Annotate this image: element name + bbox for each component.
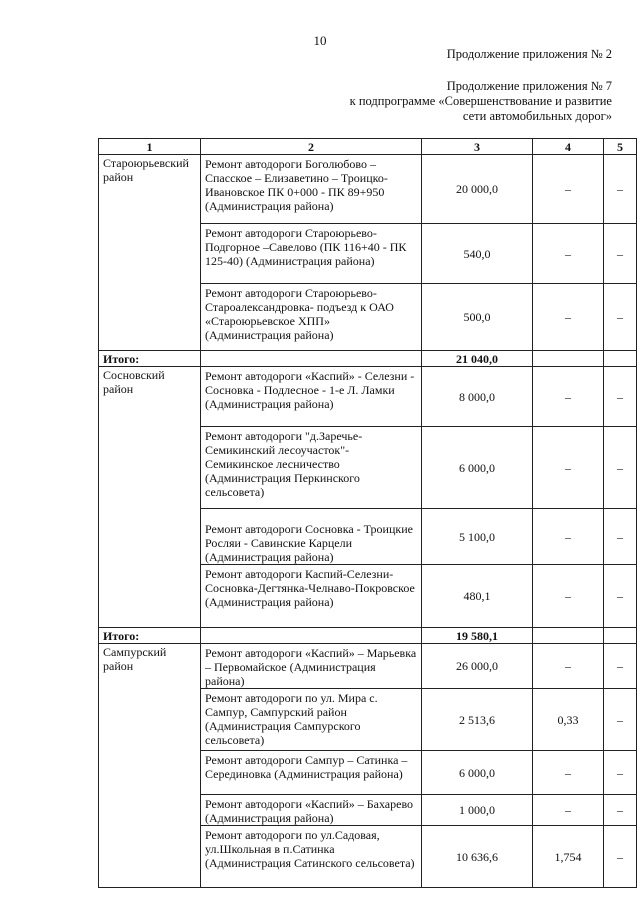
value-col4: –	[533, 367, 604, 427]
column-header: 1	[99, 139, 201, 155]
value-col4: –	[533, 565, 604, 628]
value-col5: –	[604, 644, 637, 689]
column-header: 3	[422, 139, 533, 155]
column-header: 4	[533, 139, 604, 155]
subprogram-line-2: сети автомобильных дорог»	[462, 109, 612, 123]
district-cell: Сосновский район	[99, 367, 201, 628]
total-label: Итого:	[99, 628, 201, 644]
value-col4: 0,33	[533, 689, 604, 751]
value-col5: –	[604, 751, 637, 795]
road-name: Ремонт автодороги «Каспий» – Марьевка – Первомайское (Администрация района)	[201, 644, 422, 689]
table-row	[99, 367, 637, 427]
road-name: Ремонт автодороги Каспий-Селезни-Сосновка-Дегтянка-Челнаво-Покровское (Администрация района)	[201, 565, 422, 628]
total-row	[99, 351, 637, 367]
appendix-continuation-2: Продолжение приложения № 2	[446, 47, 612, 61]
value-col4: –	[533, 795, 604, 826]
empty-cell	[533, 628, 604, 644]
value-col4: –	[533, 224, 604, 284]
empty-cell	[533, 351, 604, 367]
amount: 480,1	[422, 565, 533, 628]
road-name: Ремонт автодороги «Каспий» – Бахарево (Администрация района)	[201, 795, 422, 826]
road-name: Ремонт автодороги по ул.Садовая, ул.Школьная в п.Сатинка (Администрация Сатинского сельсовета)	[201, 826, 422, 888]
district-cell: Староюрьевский район	[99, 155, 201, 351]
value-col5: –	[604, 826, 637, 888]
amount: 6 000,0	[422, 751, 533, 795]
amount: 540,0	[422, 224, 533, 284]
amount: 6 000,0	[422, 427, 533, 509]
table-row	[99, 644, 637, 689]
empty-cell	[604, 628, 637, 644]
amount: 20 000,0	[422, 155, 533, 224]
value-col4: –	[533, 155, 604, 224]
value-col4: –	[533, 427, 604, 509]
value-col5: –	[604, 565, 637, 628]
value-col5: –	[604, 284, 637, 351]
column-header: 5	[604, 139, 637, 155]
appendix-header	[350, 79, 612, 124]
roads-table	[98, 138, 637, 888]
road-name: Ремонт автодороги Сосновка - Троицкие Росляи - Савинские Карцели (Администрация района)	[201, 509, 422, 565]
road-name: Ремонт автодороги «Каспий» - Селезни - Сосновка - Подлесное - 1-е Л. Ламки (Администрация района)	[201, 367, 422, 427]
amount: 8 000,0	[422, 367, 533, 427]
value-col4: –	[533, 509, 604, 565]
amount: 26 000,0	[422, 644, 533, 689]
value-col4: –	[533, 751, 604, 795]
empty-cell	[201, 628, 422, 644]
value-col5: –	[604, 367, 637, 427]
value-col5: –	[604, 427, 637, 509]
table-row	[99, 155, 637, 224]
road-name: Ремонт автодороги по ул. Мира с. Сампур, Сампурский район (Администрация Сампурского сельсовета)	[201, 689, 422, 751]
page-number: 10	[313, 33, 327, 48]
value-col4: –	[533, 284, 604, 351]
road-name: Ремонт автодороги Боголюбово – Спасское – Елизаветино – Троицко-Ивановское ПК 0+000 - ПК 89+950 (Администрация района)	[201, 155, 422, 224]
value-col5: –	[604, 224, 637, 284]
total-row	[99, 628, 637, 644]
total-sum: 21 040,0	[422, 351, 533, 367]
empty-cell	[201, 351, 422, 367]
value-col5: –	[604, 509, 637, 565]
amount: 5 100,0	[422, 509, 533, 565]
empty-cell	[604, 351, 637, 367]
amount: 1 000,0	[422, 795, 533, 826]
amount: 500,0	[422, 284, 533, 351]
appendix-continuation-7: Продолжение приложения № 7	[446, 79, 612, 93]
value-col5: –	[604, 795, 637, 826]
total-label: Итого:	[99, 351, 201, 367]
total-sum: 19 580,1	[422, 628, 533, 644]
road-name: Ремонт автодороги Сампур – Сатинка – Серединовка (Администрация района)	[201, 751, 422, 795]
road-name: Ремонт автодороги "д.Заречье-Семикинский лесоучасток"-Семикинское лесничество (Администрация Перкинского сельсовета)	[201, 427, 422, 509]
value-col5: –	[604, 689, 637, 751]
road-name: Ремонт автодороги Староюрьево-Подгорное –Савелово (ПК 116+40 - ПК 125-40) (Администрация района)	[201, 224, 422, 284]
value-col4: –	[533, 644, 604, 689]
road-name: Ремонт автодороги Староюрьево-Староалександровка- подъезд к ОАО «Староюрьевское ХПП» (Администрация района)	[201, 284, 422, 351]
amount: 2 513,6	[422, 689, 533, 751]
subprogram-line: к подпрограмме «Совершенствование и развитие	[349, 94, 612, 108]
column-header: 2	[201, 139, 422, 155]
value-col4: 1,754	[533, 826, 604, 888]
amount: 10 636,6	[422, 826, 533, 888]
value-col5: –	[604, 155, 637, 224]
district-cell: Сампурский район	[99, 644, 201, 888]
column-header-row	[99, 139, 637, 155]
